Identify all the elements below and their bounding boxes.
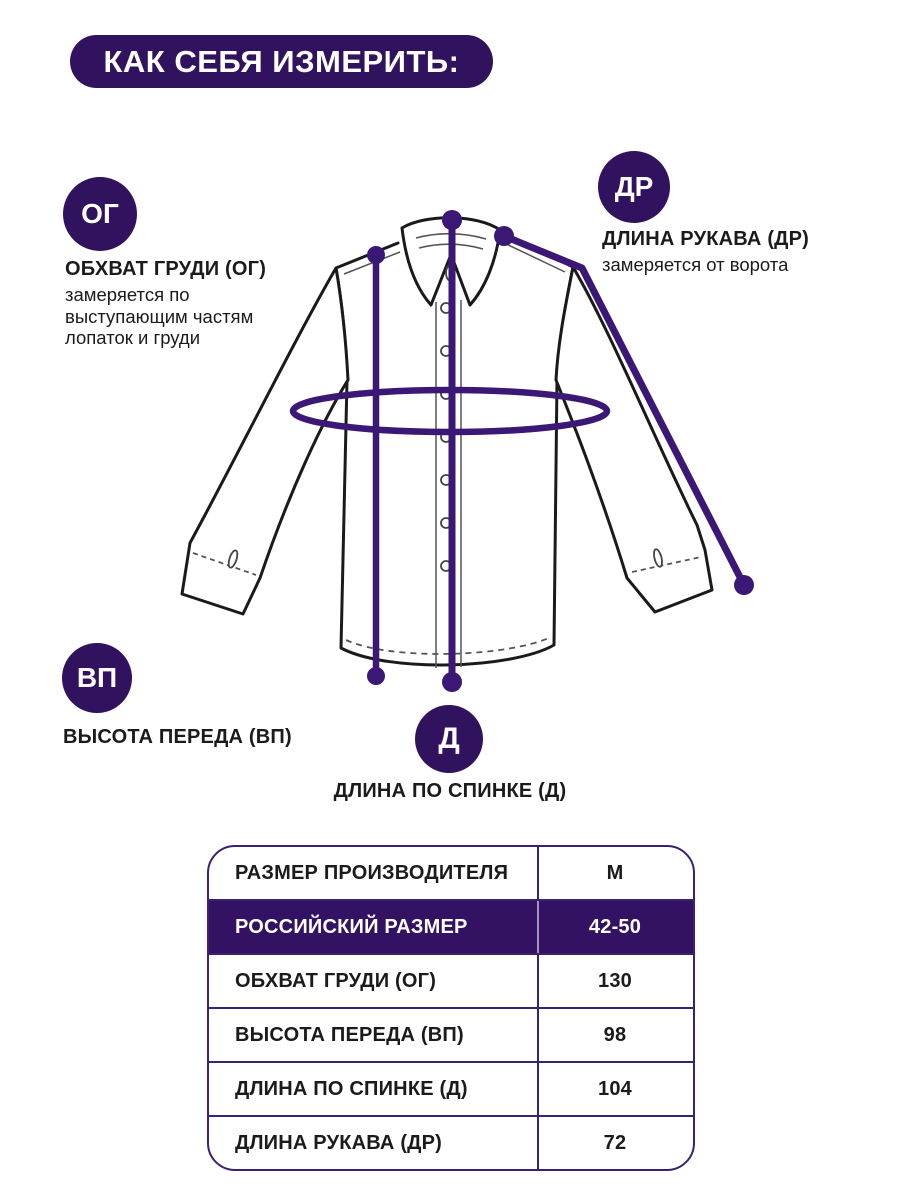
label-chest-girth [65, 258, 283, 349]
label-sleeve-length-desc: замеряется от ворота [602, 254, 789, 276]
table-row-value: 72 [603, 1131, 627, 1154]
label-back-length [300, 780, 600, 803]
table-row-value: 42-50 [588, 915, 642, 938]
table-row [209, 953, 693, 1007]
page-title: КАК СЕБЯ ИЗМЕРИТЬ: [70, 35, 493, 88]
table-row-value: 104 [598, 1077, 632, 1100]
front-height-dot-bottom [367, 667, 385, 685]
badge-sleeve-length: ДР [598, 151, 670, 223]
table-row [209, 1061, 693, 1115]
label-front-height [63, 726, 363, 749]
table-row-value: М [606, 861, 624, 884]
table-row-label: ДЛИНА РУКАВА (ДР) [209, 1117, 539, 1169]
label-chest-girth-desc: замеряется по выступающим частям лопаток и груди [65, 284, 254, 349]
table-row-label: ОБХВАТ ГРУДИ (ОГ) [209, 955, 539, 1007]
label-front-height-title: ВЫСОТА ПЕРЕДА (ВП) [63, 726, 292, 748]
table-row-highlight [209, 899, 693, 953]
table-row-value: 98 [603, 1023, 627, 1046]
label-sleeve-length [602, 228, 862, 276]
label-sleeve-length-title: ДЛИНА РУКАВА (ДР) [602, 228, 810, 250]
badge-back-length: Д [415, 705, 483, 773]
sleeve-length-dot-end [734, 575, 754, 595]
back-length-dot-top [442, 210, 462, 230]
label-chest-girth-title: ОБХВАТ ГРУДИ (ОГ) [65, 258, 267, 280]
table-row [209, 1007, 693, 1061]
front-height-dot-top [367, 246, 385, 264]
table-row-label: ВЫСОТА ПЕРЕДА (ВП) [209, 1009, 539, 1061]
badge-front-height: ВП [62, 643, 132, 713]
label-back-length-title: ДЛИНА ПО СПИНКЕ (Д) [333, 780, 567, 802]
table-row-label: ДЛИНА ПО СПИНКЕ (Д) [209, 1063, 539, 1115]
table-row-value: 130 [598, 969, 632, 992]
table-row-label: РАЗМЕР ПРОИЗВОДИТЕЛЯ [209, 847, 539, 899]
size-table [207, 845, 695, 1171]
table-row-label: РОССИЙСКИЙ РАЗМЕР [209, 901, 539, 953]
table-row [209, 1115, 693, 1169]
table-row [209, 847, 693, 899]
badge-chest-girth: ОГ [63, 177, 137, 251]
back-length-dot-bottom [442, 672, 462, 692]
sleeve-length-dot-start [494, 226, 514, 246]
